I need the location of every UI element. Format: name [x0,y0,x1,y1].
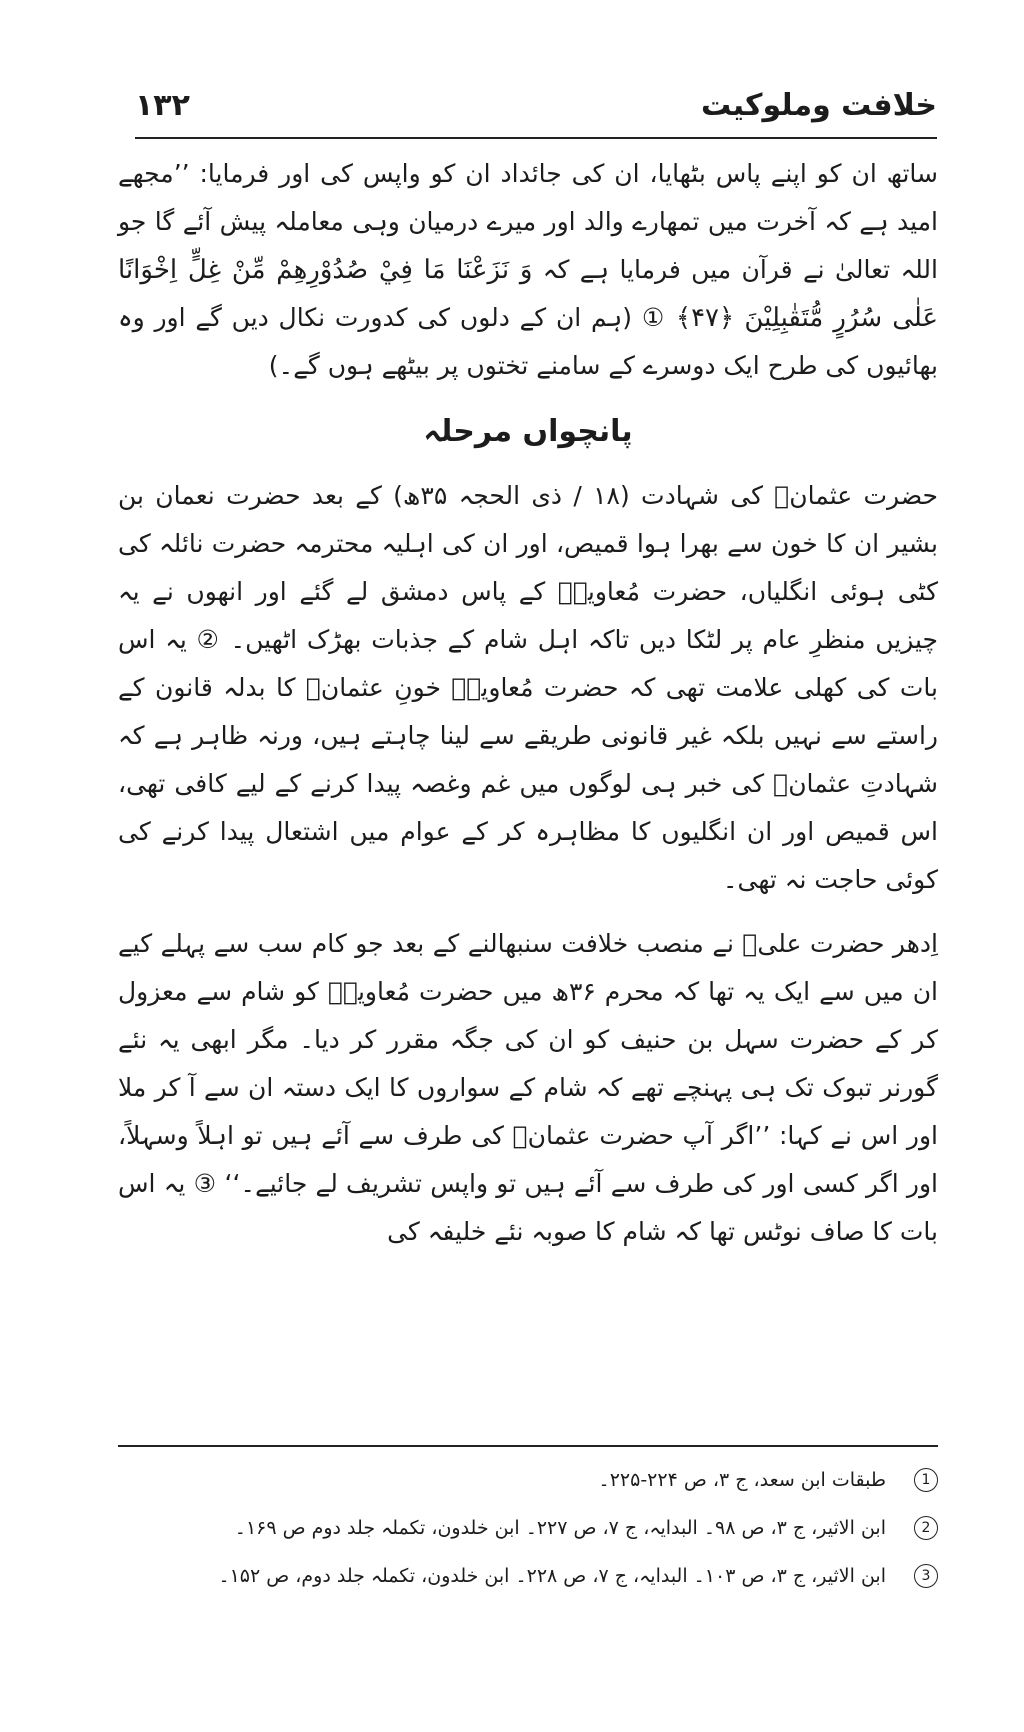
paragraph-1-text-a: ساتھ ان کو اپنے پاس بٹھایا، ان کی جائداد ان کو واپس کی اور فرمایا: ’’مجھے امید ہے کہ آخرت میں تمھارے والد اور میرے درمیان وہی معاملہ پیش آئے گا جو اللہ تعالیٰ نے قرآن میں فرمایا ہے کہ [118,159,938,284]
footnote-number-badge: 1 [914,1468,938,1492]
footnote-text: طبقات ابن سعد، ج ۳، ص ۲۲۴-۲۲۵۔ [598,1469,886,1491]
paragraph-1 [118,150,938,390]
footnote-text: ابن الاثیر، ج ۳، ص ۹۸۔ البدایہ، ج ۷، ص ۲۲۷۔ ابن خلدون، تکملہ جلد دوم ص ۱۶۹۔ [234,1517,886,1539]
footnote-item [118,1554,938,1598]
footnote-text: ابن الاثیر، ج ۳، ص ۱۰۳۔ البدایہ، ج ۷، ص ۲۲۸۔ ابن خلدون، تکملہ جلد دوم، ص ۱۵۲۔ [218,1565,886,1587]
paragraph-1-text-b: ① (ہم ان کے دلوں کی کدورت نکال دیں گے اور وہ بھائیوں کی طرح ایک دوسرے کے سامنے تختوں پر بیٹھے ہوں گے۔) [118,303,938,380]
page-header [135,88,937,136]
running-head-title: خلافت وملوکیت [701,88,937,123]
footnote-number-badge: 3 [914,1564,938,1588]
quran-verse: وَ نَزَعْنَا مَا فِيْ صُدُوْرِهِمْ مِّنْ غِلٍّ اِخْوَانًا عَلٰى سُرُرٍ مُّتَقٰبِلِيْنَ ﴿۴۷﴾ [118,255,938,333]
header-divider [135,137,937,139]
section-heading: پانچواں مرحلہ [423,414,633,449]
page-number: ۱۳۲ [135,88,190,123]
footnote-number-badge: 2 [914,1516,938,1540]
footnote-item [118,1506,938,1550]
footnotes [118,1458,938,1602]
paragraph-3: اِدھر حضرت علیؓ نے منصب خلافت سنبھالنے کے بعد جو کام سب سے پہلے کیے ان میں سے ایک یہ تھا کہ محرم ۳۶ھ میں حضرت مُعاویہؓ کو شام سے معزول کر کے حضرت سہل بن حنیف کو ان کی جگہ مقرر کر دیا۔ مگر ابھی یہ نئے گورنر تبوک تک ہی پہنچے تھے کہ شام کے سواروں کا ایک دستہ ان سے آ کر ملا اور اس نے کہا: ’’اگر آپ حضرت عثمانؓ کی طرف سے آئے ہیں تو اہلاً وسہلاً، اور اگر کسی اور کی طرف سے آئے ہیں تو واپس تشریف لے جائیے۔‘‘ ③ یہ اس بات کا صاف نوٹس تھا کہ شام کا صوبہ نئے خلیفہ کی [118,929,938,1246]
footnote-item [118,1458,938,1502]
footnote-divider [118,1445,938,1447]
main-text [118,150,938,1256]
paragraph-2: حضرت عثمانؓ کی شہادت (۱۸ / ذی الحجہ ۳۵ھ) کے بعد حضرت نعمان بن بشیر ان کا خون سے بھرا ہوا قمیص، اور ان کی اہلیہ محترمہ حضرت نائلہ کی کٹی ہوئی انگلیاں، حضرت مُعاویہؓ کے پاس دمشق لے گئے اور انھوں نے یہ چیزیں منظرِ عام پر لٹکا دیں تاکہ اہل شام کے جذبات بھڑک اٹھیں۔ ② یہ اس بات کی کھلی علامت تھی کہ حضرت مُعاویہؓ خونِ عثمانؓ کا بدلہ قانون کے راستے سے نہیں بلکہ غیر قانونی طریقے سے لینا چاہتے ہیں، ورنہ ظاہر ہے کہ شہادتِ عثمانؓ کی خبر ہی لوگوں میں غم وغصہ پیدا کرنے کے لیے کافی تھی، اس قمیص اور ان انگلیوں کا مظاہرہ کر کے عوام میں اشتعال پیدا کرنے کی کوئی حاجت نہ تھی۔ [118,481,938,894]
